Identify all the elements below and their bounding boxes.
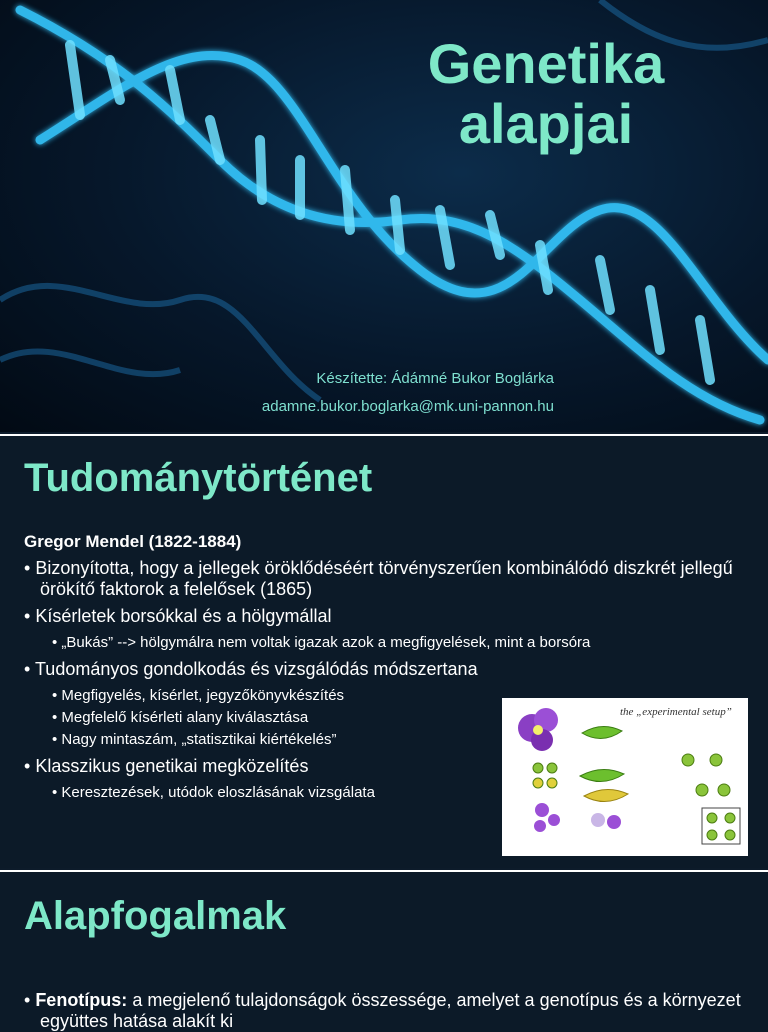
bullet-level1: • Bizonyította, hogy a jellegek öröklődéséért törvényszerűen kombinálódó diszkrét jellegű örökítő faktorok a felelősek (1865) — [24, 558, 733, 599]
bullet-level1: • Tudományos gondolkodás és vizsgálódás módszertana — [24, 659, 478, 679]
bullet-term: Fenotípus: — [35, 990, 128, 1010]
flower-icon — [534, 803, 621, 832]
bullet-text: Megfelelő kísérleti alany kiválasztása — [61, 709, 309, 726]
slide-heading: Tudománytörténet — [24, 456, 373, 500]
figure-caption: the „experimental setup” — [620, 706, 732, 718]
pea-pod-icon — [580, 769, 624, 781]
bullet-level2: • Nagy mintaszám, „statisztikai kiértékelés” — [52, 731, 337, 748]
flower-icon — [518, 708, 558, 751]
author-email: adamne.bukor.boglarka@mk.uni-pannon.hu — [261, 398, 554, 415]
bullet-text: Nagy mintaszám, „statisztikai kiértékelés” — [61, 731, 337, 748]
bullet-level2: • „Bukás” --> hölgymálra nem voltak igazak azok a megfigyelések, mint a borsóra — [52, 634, 591, 651]
bullet-level1: • Kísérletek borsókkal és a hölgymállal — [24, 606, 332, 626]
bullet-text: a megjelenő tulajdonságok összessége, amelyet a genotípus és a környezet együttes hatása alakít ki — [40, 990, 741, 1031]
bullet-text: Keresztezések, utódok eloszlásának vizsgálata — [61, 784, 375, 801]
slide-heading: Alapfogalmak — [24, 894, 287, 938]
bullet-level1: • Klasszikus genetikai megközelítés — [24, 756, 309, 776]
bullet-text: Kísérletek borsókkal és a hölgymállal — [35, 606, 332, 626]
bullet-level1: • Fenotípus: a megjelenő tulajdonságok összessége, amelyet a genotípus és a környezet együttes hatása alakít ki — [24, 990, 741, 1031]
experimental-setup-figure — [502, 698, 748, 856]
subheading: Gregor Mendel (1822-1884) — [24, 532, 242, 551]
history-slide — [0, 434, 768, 868]
bullet-text: Megfigyelés, kísérlet, jegyzőkönyvkészítés — [61, 687, 345, 704]
title-line-1: Genetika — [427, 32, 665, 95]
pea-pod-icon — [582, 726, 622, 738]
bullet-text: Klasszikus genetikai megközelítés — [35, 756, 309, 776]
pea-pod-icon — [584, 789, 628, 801]
presentation-title — [376, 34, 716, 154]
bullet-text: „Bukás” --> hölgymálra nem voltak igazak azok a megfigyelések, mint a borsóra — [61, 634, 591, 651]
bullet-text: Tudományos gondolkodás és vizsgálódás módszertana — [34, 659, 478, 679]
punnett-square-icon — [682, 754, 740, 844]
bullet-level2: • Keresztezések, utódok eloszlásának vizsgálata — [52, 784, 375, 801]
slide-content — [24, 990, 744, 1032]
bullet-level2: • Megfelelő kísérleti alany kiválasztása — [52, 709, 309, 726]
author-text: Készítette: Ádámné Bukor Boglárka — [316, 370, 554, 387]
pea-experiment-diagram — [502, 698, 748, 856]
concepts-slide — [0, 870, 768, 1032]
bullet-text: Bizonyította, hogy a jellegek öröklődéséért törvényszerűen kombinálódó diszkrét jellegű örökítő faktorok a felelősek (1865) — [35, 558, 733, 599]
title-slide — [0, 0, 768, 432]
pea-seeds-icon — [533, 763, 557, 788]
bullet-level2: • Megfigyelés, kísérlet, jegyzőkönyvkészítés — [52, 687, 345, 704]
title-line-2: alapjai — [458, 92, 634, 155]
